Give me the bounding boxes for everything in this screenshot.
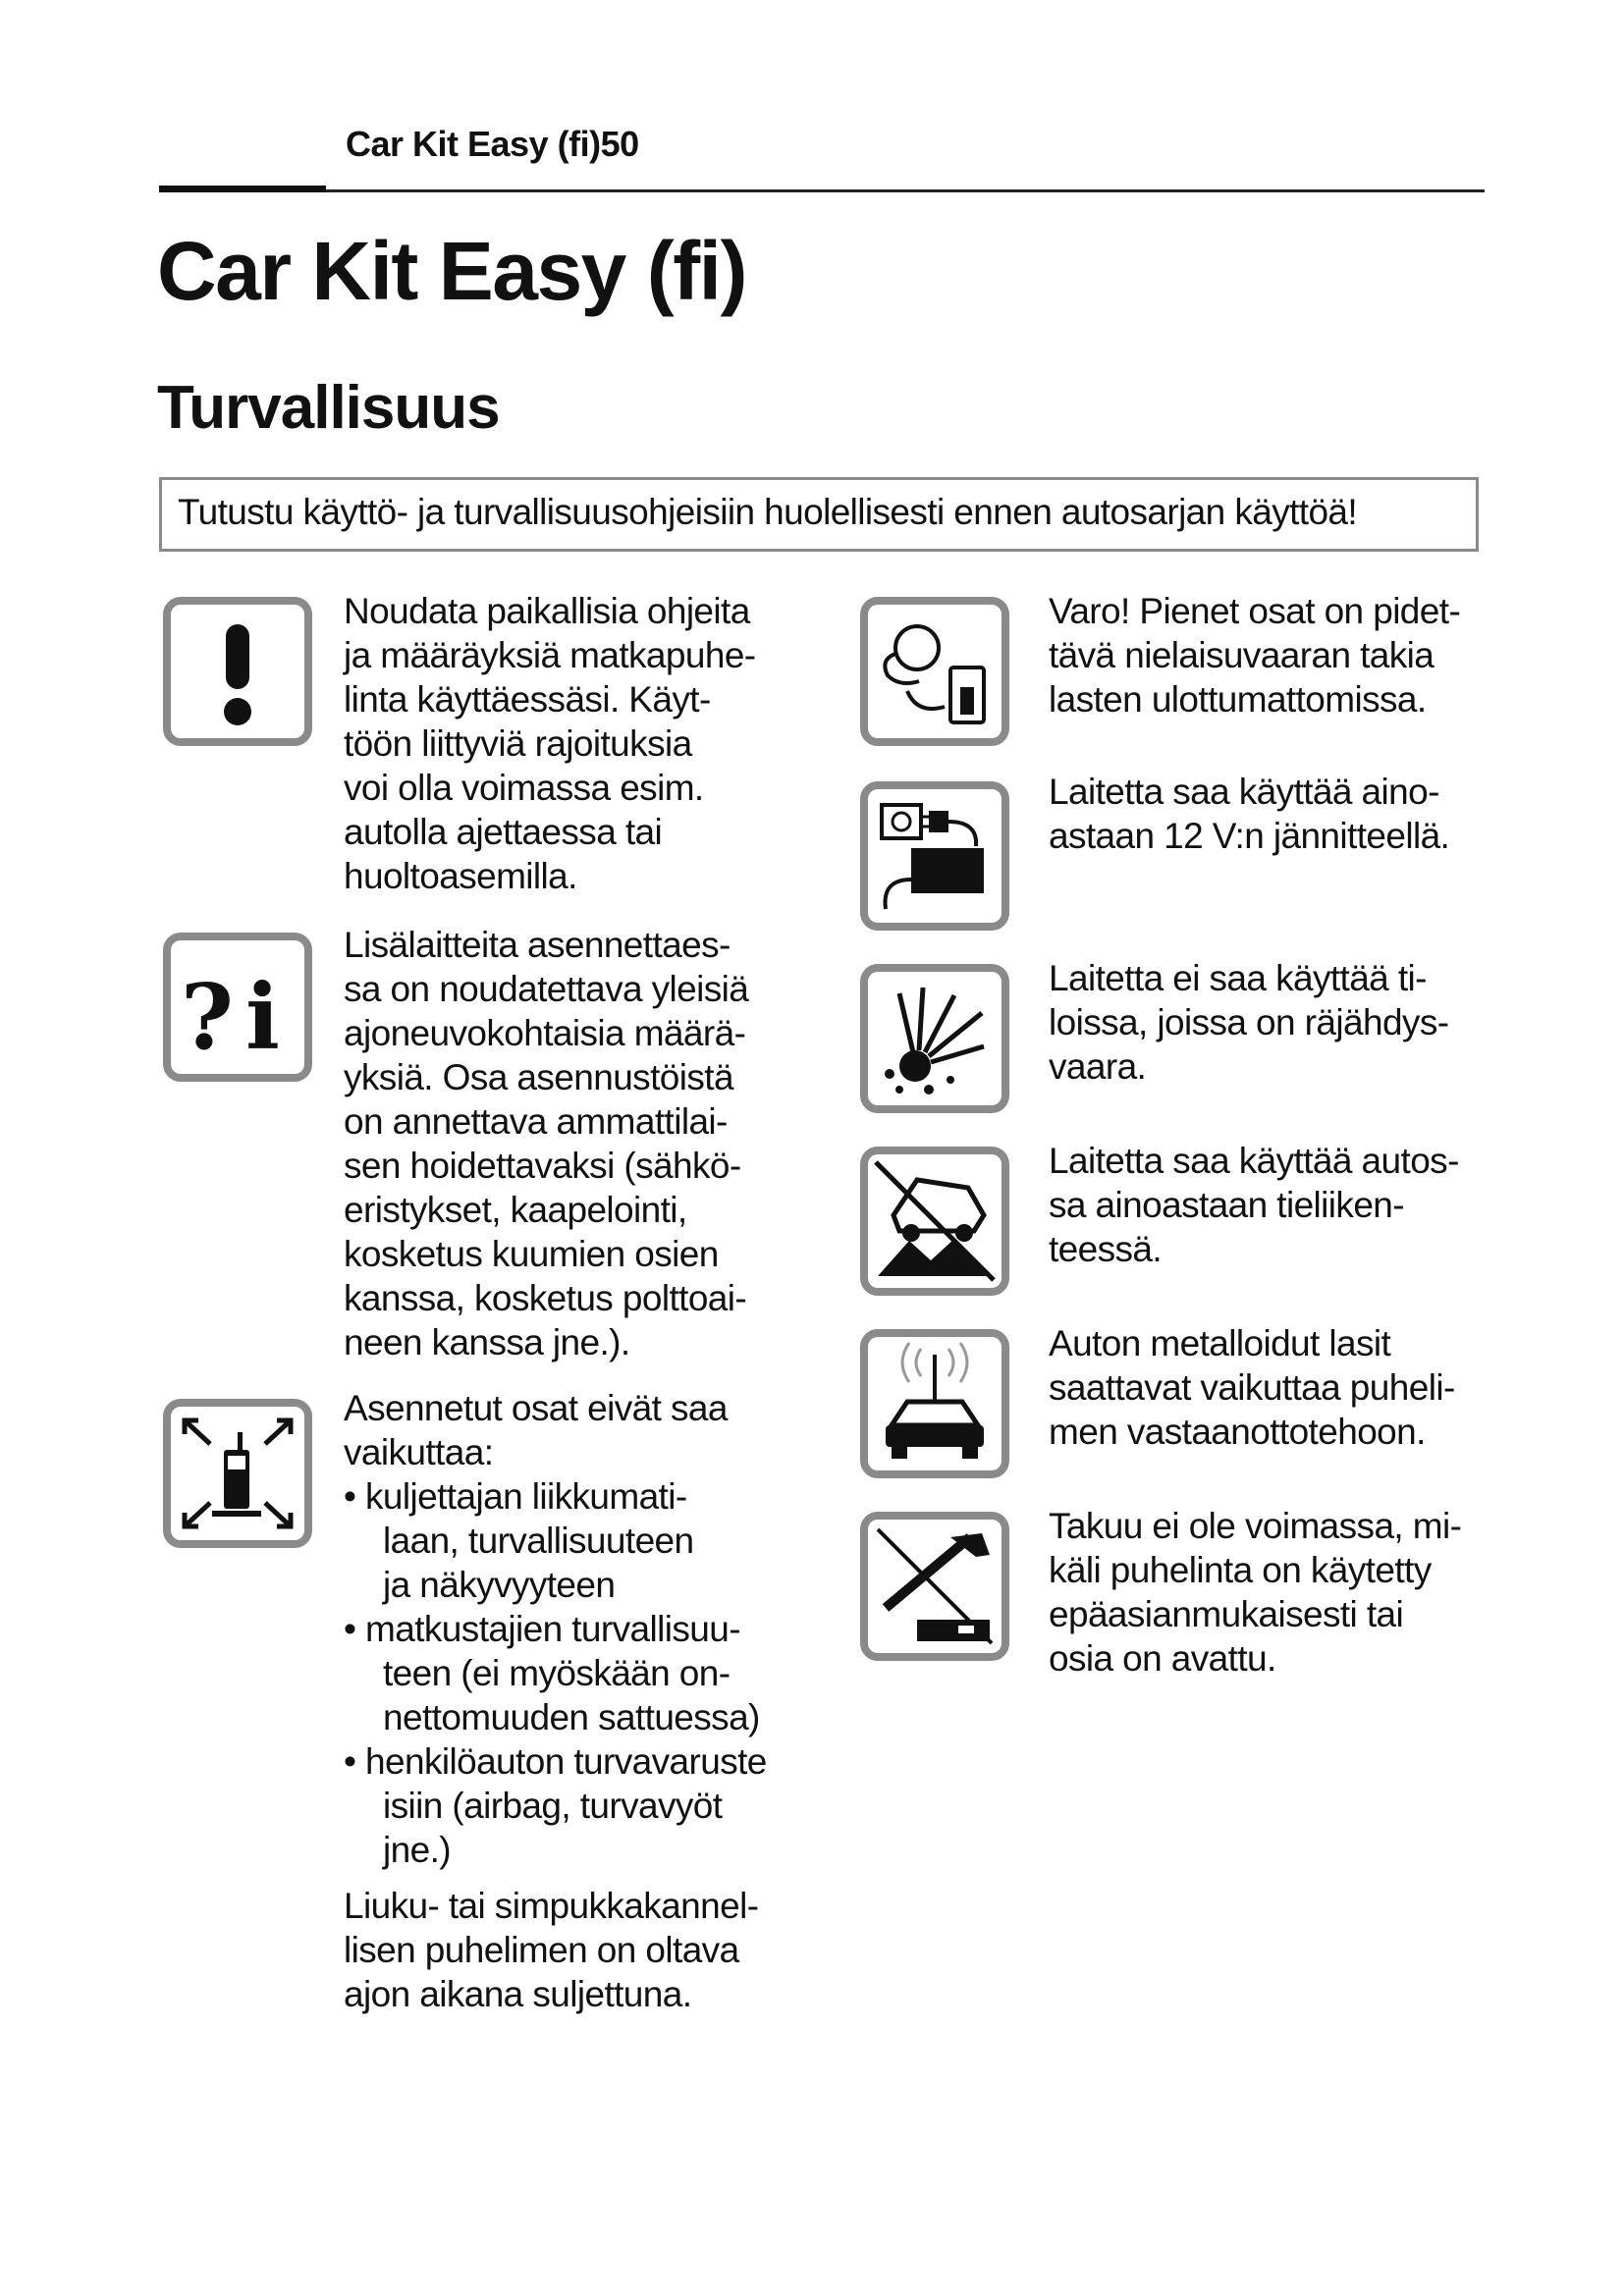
page-title: Car Kit Easy (fi)	[157, 225, 746, 317]
bullet-1: • kuljettajan liikkumati-	[344, 1476, 687, 1517]
left-item-1-text: Noudata paikallisia ohjeita ja määräyksiä matkapuhe- linta käyttäessäsi. Käyt- töön liittyviä rajoituksia voi olla voimassa esim. autolla ajettaessa tai huoltoasemilla.	[344, 591, 756, 896]
right-item-3-text: Laitetta ei saa käyttää ti- loissa, joissa on räjähdys- vaara.	[1049, 958, 1449, 1087]
phone-mount-icon	[163, 1399, 312, 1548]
power-adapter-icon	[860, 781, 1009, 931]
no-tools-icon	[860, 1512, 1009, 1661]
running-title: Car Kit Easy (fi)	[346, 124, 601, 164]
section-title: Turvallisuus	[157, 374, 500, 442]
svg-text:?: ?	[181, 964, 234, 1070]
right-item-5-text: Auton metalloidut lasit saattavat vaikuttaa puheli- men vastaanottotehoon.	[1049, 1323, 1455, 1452]
svg-text:i: i	[245, 964, 280, 1070]
info-icon	[163, 933, 312, 1082]
page-number: 50	[600, 124, 639, 164]
bullet-2: • matkustajien turvallisuu-	[344, 1609, 740, 1649]
notice-box: Tutustu käyttö- ja turvallisuusohjeisiin huolellisesti ennen autosarjan käyttöä!	[159, 477, 1479, 552]
car-antenna-icon	[860, 1329, 1009, 1478]
exclamation-icon	[163, 597, 312, 746]
explosion-icon	[860, 964, 1009, 1113]
right-item-6-text: Takuu ei ole voimassa, mi- käli puhelinta on käytetty epäasianmukaisesti tai osia on avattu.	[1049, 1506, 1462, 1679]
running-header	[346, 124, 639, 165]
bullet-3: • henkilöauton turvavaruste	[344, 1741, 767, 1782]
right-item-4-text: Laitetta saa käyttää autos- sa ainoastaan tieliiken- teessä.	[1049, 1141, 1459, 1269]
child-small-parts-icon	[860, 597, 1009, 746]
right-item-2-text: Laitetta saa käyttää aino- astaan 12 V:n jännitteellä.	[1049, 772, 1450, 856]
left-item-2-text: Lisälaitteita asennettaes- sa on noudatettava yleisiä ajoneuvokohtaisia määrä- yksiä. Osa asennustöistä on annettava ammattilai- sen hoidettavaksi (sähkö- eristykset, kaapelointi, kosketus kuumien osien kanssa, kosketus polttoai- neen kanssa jne.).	[344, 925, 749, 1362]
left-item-3-text: Asennetut osat eivät saa vaikuttaa: • kuljettajan liikkumati- laan, turvallisuuteen ja näkyvyyteen • matkustajien turvallisuu- teen (ei myöskään on- nettomuuden sattuessa) • henkilöauton turvavaruste isiin (airbag, turvavyöt jne.) Liuku- tai simpukkakannel- lisen puhelimen on oltava ajon aikana suljettuna.	[344, 1388, 767, 2014]
right-item-1-text: Varo! Pienet osat on pidet- tävä nielaisuvaaran takia lasten ulottumattomissa.	[1049, 591, 1461, 720]
header-rule	[326, 189, 1485, 192]
car-road-icon	[860, 1147, 1009, 1296]
header-rule-thick	[159, 186, 326, 192]
